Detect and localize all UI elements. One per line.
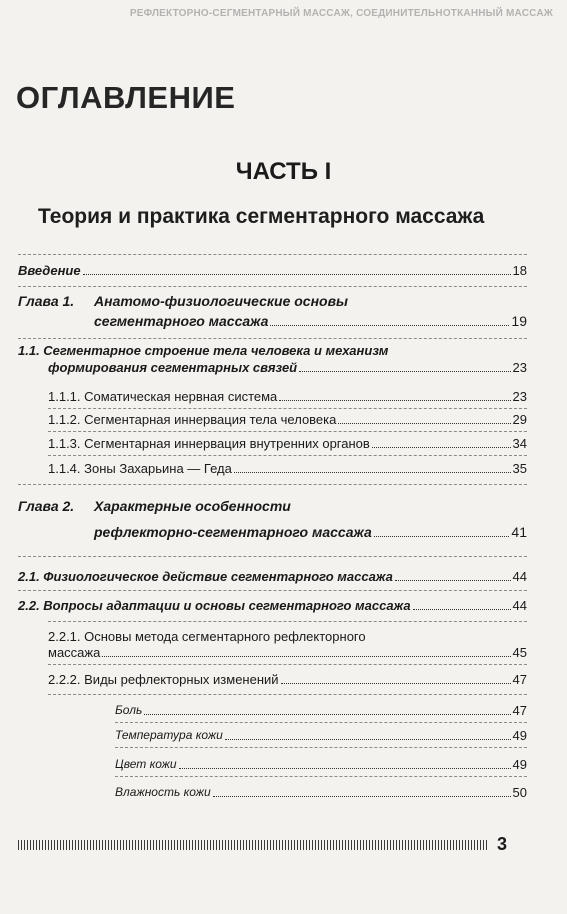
leader-dots <box>83 274 511 275</box>
toc-entry-2-1[interactable] <box>18 568 527 585</box>
toc-entry-title: Введение <box>18 263 81 278</box>
divider <box>115 722 527 723</box>
leader-dots <box>338 423 510 424</box>
toc-entry-pain[interactable] <box>115 702 527 719</box>
toc-page-number: 41 <box>511 524 527 540</box>
leader-dots <box>374 536 510 537</box>
toc-entry-title: 2.2.1. Основы метода сегментарного рефлекторного <box>48 629 366 644</box>
toc-entry-temperature[interactable] <box>115 727 527 744</box>
leader-dots <box>372 447 511 448</box>
divider <box>48 408 527 409</box>
toc-page-number: 34 <box>512 436 527 451</box>
divider <box>18 286 527 287</box>
toc-page-number: 45 <box>512 645 527 660</box>
toc-page-number: 44 <box>512 569 527 584</box>
toc-page-number: 29 <box>512 412 527 427</box>
divider <box>48 621 527 622</box>
toc-entry-skin-color[interactable] <box>115 756 527 773</box>
leader-dots <box>281 683 511 684</box>
toc-entry-title: 1.1.2. Сегментарная иннервация тела человека <box>48 412 337 427</box>
toc-entry-title: Температура кожи <box>115 728 223 742</box>
toc-entry-title: 1.1. Сегментарное строение тела человека и механизм <box>18 343 389 358</box>
toc-entry-title: 2.2.2. Виды рефлекторных изменений <box>48 672 279 687</box>
toc-page-number: 35 <box>512 461 527 476</box>
toc-page-number: 23 <box>512 389 527 404</box>
toc-entry-title-cont: массажа <box>48 645 101 660</box>
leader-dots <box>413 609 511 610</box>
divider <box>48 664 527 665</box>
page-heading: ОГЛАВЛЕНИЕ <box>16 80 236 115</box>
running-head: РЕФЛЕКТОРНО-СЕГМЕНТАРНЫЙ МАССАЖ, СОЕДИНИТЕЛЬНОТКАННЫЙ МАССАЖ <box>129 8 553 19</box>
chapter-prefix: Глава 1. <box>18 293 75 309</box>
divider <box>48 694 527 695</box>
toc-entry-title: Влажность кожи <box>115 785 211 799</box>
toc-entry-skin-moisture[interactable] <box>115 784 527 801</box>
divider <box>115 776 527 777</box>
toc-page-number: 49 <box>512 728 527 743</box>
toc-entry-title: 1.1.4. Зоны Захарьина — Геда <box>48 461 232 476</box>
toc-entry-2-2[interactable] <box>18 597 527 614</box>
toc-entry-title: 1.1.1. Соматическая нервная система <box>48 389 278 404</box>
toc-page-number: 50 <box>512 785 527 800</box>
toc-entry-title: Цвет кожи <box>115 757 177 771</box>
leader-dots <box>144 714 510 715</box>
toc-page-number: 19 <box>511 313 527 329</box>
toc-entry-title: 2.1. Физиологическое действие сегментарного массажа <box>18 569 393 584</box>
leader-dots <box>299 371 510 372</box>
toc-entry-2-2-2[interactable] <box>48 671 527 688</box>
divider <box>48 431 527 432</box>
toc-entry-title-cont: рефлекторно-сегментарного массажа <box>94 524 372 540</box>
toc-entry-title: Анатомо-физиологические основы <box>94 293 349 309</box>
divider <box>18 254 527 255</box>
toc-entry-1-1-4[interactable] <box>48 460 527 477</box>
toc-entry-title: 2.2. Вопросы адаптации и основы сегментарного массажа <box>18 598 411 613</box>
toc-page-number: 47 <box>512 703 527 718</box>
part-label: ЧАСТЬ I <box>235 158 332 185</box>
leader-dots <box>225 739 511 740</box>
leader-dots <box>102 656 510 657</box>
divider <box>18 556 527 557</box>
toc-entry-title-cont: сегментарного массажа <box>94 313 269 329</box>
toc-entry-1-1-2[interactable] <box>48 411 527 428</box>
toc-entry-title: Характерные особенности <box>94 498 291 514</box>
leader-dots <box>234 472 511 473</box>
leader-dots <box>213 796 511 797</box>
toc-page-number: 47 <box>512 672 527 687</box>
toc-entry-title: 1.1.3. Сегментарная иннервация внутренних органов <box>48 436 370 451</box>
leader-dots <box>279 400 510 401</box>
chapter-prefix: Глава 2. <box>18 498 75 514</box>
toc-page-number: 49 <box>512 757 527 772</box>
divider <box>18 590 527 591</box>
footer-bar <box>18 840 488 850</box>
divider <box>115 747 527 748</box>
divider <box>48 455 527 456</box>
divider <box>18 484 527 485</box>
toc-entry-title: Боль <box>115 703 143 717</box>
divider <box>18 338 527 339</box>
toc-page-number: 23 <box>512 360 527 375</box>
toc-entry-title-cont: формирования сегментарных связей <box>48 360 298 375</box>
leader-dots <box>270 325 509 326</box>
page-number: 3 <box>497 834 508 854</box>
part-title: Теория и практика сегментарного массажа <box>38 205 485 228</box>
leader-dots <box>395 580 511 581</box>
leader-dots <box>179 768 511 769</box>
toc-entry-intro[interactable] <box>18 262 527 279</box>
toc-entry-1-1-1[interactable] <box>48 388 527 405</box>
toc-entry-1-1-3[interactable] <box>48 435 527 452</box>
toc-page-number: 44 <box>512 598 527 613</box>
toc-page-number: 18 <box>512 263 527 278</box>
